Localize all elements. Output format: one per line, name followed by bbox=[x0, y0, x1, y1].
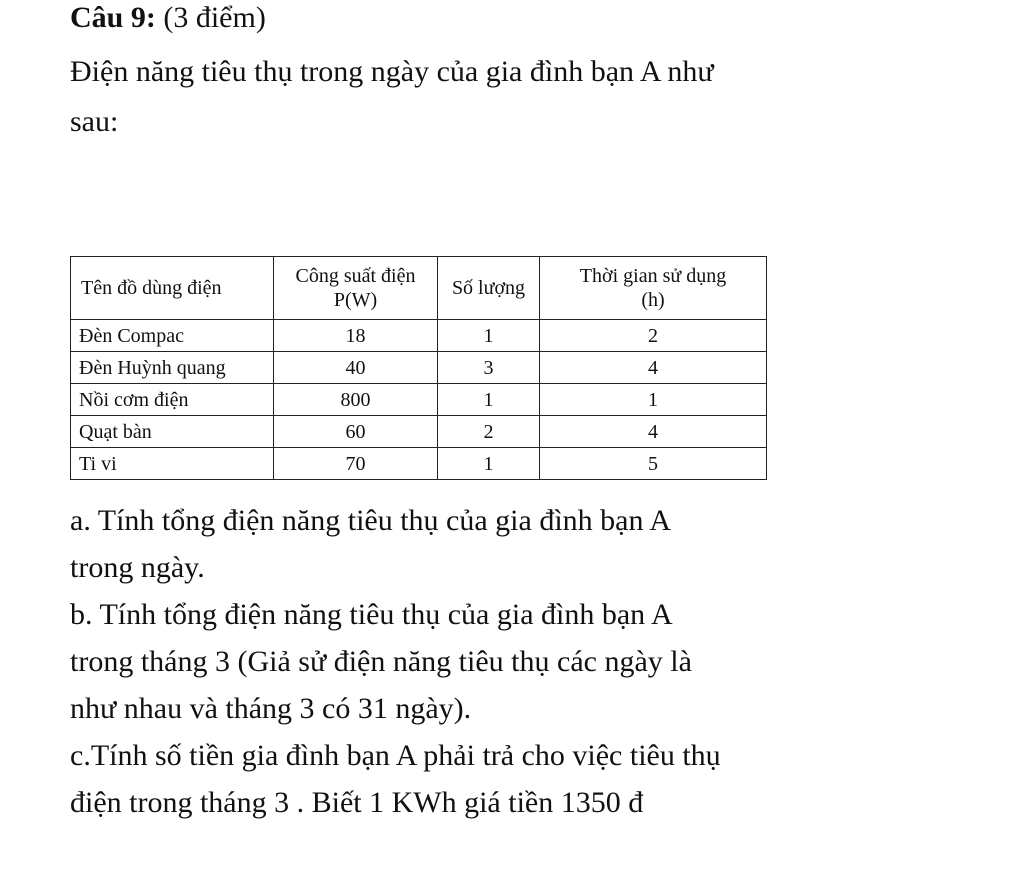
cell-quantity: 1 bbox=[438, 448, 540, 480]
header-time-line2: (h) bbox=[641, 289, 665, 311]
question-b-line: trong tháng 3 (Giả sử điện năng tiêu thụ các ngày là bbox=[70, 645, 692, 678]
question-a-line: a. Tính tổng điện năng tiêu thụ của gia đình bạn A bbox=[70, 504, 671, 537]
table-row bbox=[71, 352, 767, 384]
question-c-line: điện trong tháng 3 . Biết 1 KWh giá tiền 1350 đ bbox=[70, 786, 644, 819]
cell-power: 40 bbox=[274, 352, 438, 384]
cell-time: 2 bbox=[540, 320, 767, 352]
sub-questions bbox=[70, 497, 1000, 826]
header-power-line1: Công suất điện bbox=[295, 265, 416, 287]
cell-quantity: 3 bbox=[438, 352, 540, 384]
table-row bbox=[71, 416, 767, 448]
cell-device: Ti vi bbox=[71, 448, 274, 480]
cell-time: 4 bbox=[540, 416, 767, 448]
cell-device: Đèn Huỳnh quang bbox=[71, 352, 274, 384]
cell-quantity: 2 bbox=[438, 416, 540, 448]
table-row bbox=[71, 384, 767, 416]
cell-power: 18 bbox=[274, 320, 438, 352]
question-intro bbox=[70, 47, 970, 147]
question-label: Câu 9: bbox=[70, 1, 156, 34]
cell-device: Quạt bàn bbox=[71, 416, 274, 448]
cell-quantity: 1 bbox=[438, 384, 540, 416]
cell-power: 60 bbox=[274, 416, 438, 448]
cell-time: 4 bbox=[540, 352, 767, 384]
table-header-row bbox=[71, 257, 767, 320]
table-row bbox=[71, 320, 767, 352]
question-c-line: c.Tính số tiền gia đình bạn A phải trả cho việc tiêu thụ bbox=[70, 739, 721, 772]
header-device: Tên đồ dùng điện bbox=[71, 257, 274, 320]
header-time-line1: Thời gian sử dụng bbox=[579, 265, 727, 287]
question-b-line: b. Tính tổng điện năng tiêu thụ của gia đình bạn A bbox=[70, 598, 673, 631]
question-heading bbox=[70, 0, 266, 38]
cell-power: 70 bbox=[274, 448, 438, 480]
intro-line: sau: bbox=[70, 105, 119, 138]
intro-line: Điện năng tiêu thụ trong ngày của gia đình bạn A như bbox=[70, 55, 714, 88]
question-a-line: trong ngày. bbox=[70, 551, 205, 584]
question-b-line: như nhau và tháng 3 có 31 ngày). bbox=[70, 692, 472, 725]
energy-usage-table bbox=[70, 256, 767, 480]
header-power bbox=[274, 257, 438, 320]
cell-time: 1 bbox=[540, 384, 767, 416]
cell-device: Nồi cơm điện bbox=[71, 384, 274, 416]
table-row bbox=[71, 448, 767, 480]
cell-device: Đèn Compac bbox=[71, 320, 274, 352]
header-time bbox=[540, 257, 767, 320]
cell-time: 5 bbox=[540, 448, 767, 480]
header-quantity: Số lượng bbox=[438, 257, 540, 320]
cell-quantity: 1 bbox=[438, 320, 540, 352]
cell-power: 800 bbox=[274, 384, 438, 416]
header-power-line2: P(W) bbox=[333, 289, 378, 311]
question-points: (3 điểm) bbox=[163, 1, 266, 34]
